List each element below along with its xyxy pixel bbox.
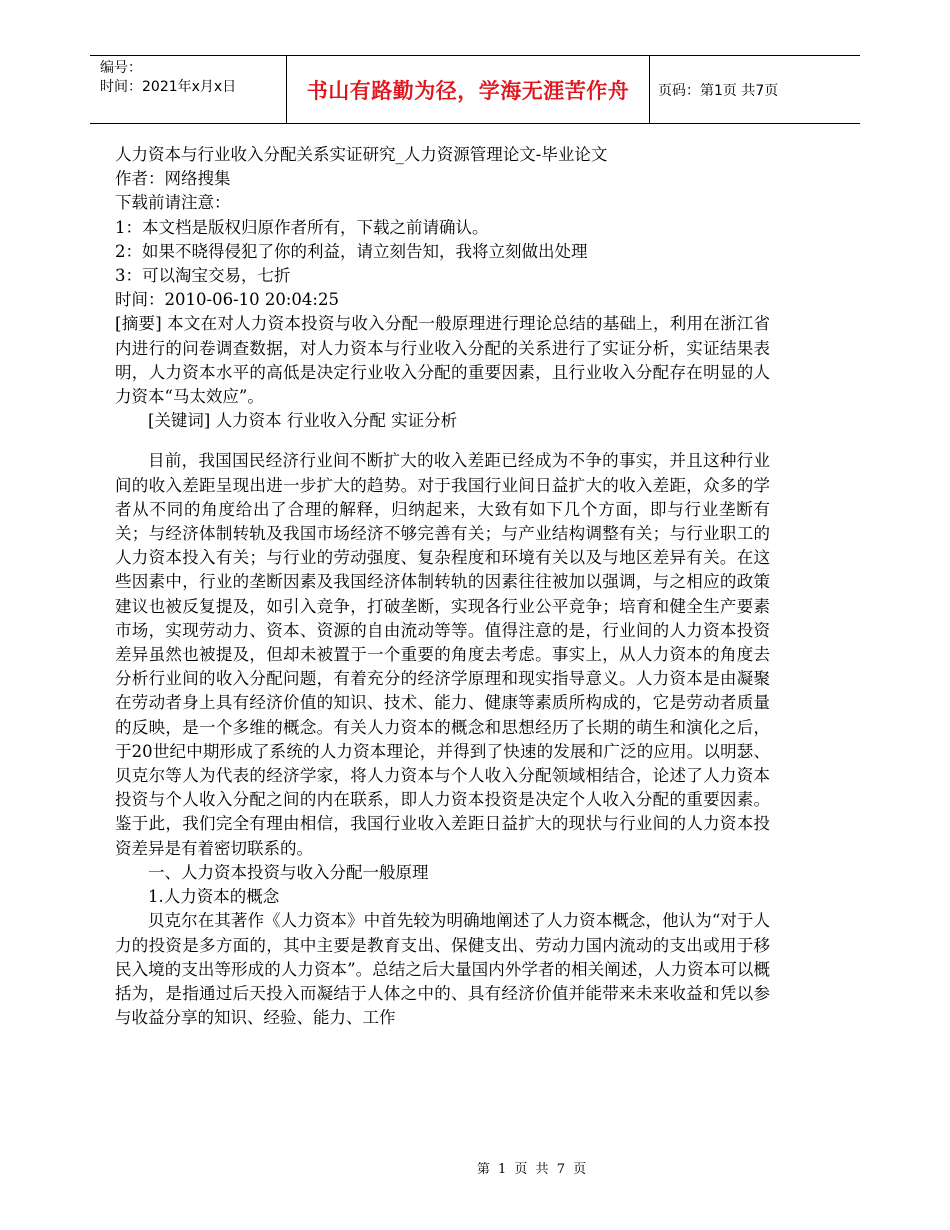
- intro-paragraph: 目前，我国国民经济行业间不断扩大的收入差距已经成为不争的事实，并且这种行业间的收入差距呈现出进一步扩大的趋势。对于我国行业间日益扩大的收入差距，众多的学者从不同的角度给出了合理的解释，归纳起来，大致有如下几个方面，即与行业垄断有关；与经济体制转轨及我国市场经济不够完善有关；与产业结构调整有关；与行业职工的人力资本投入有关；与行业的劳动强度、复杂程度和环境有关以及与地区差异有关。在这些因素中，行业的垄断因素及我国经济体制转轨的因素往往被加以强调，与之相应的政策建议也被反复提及，如引入竞争，打破垄断，实现各行业公平竞争；培育和健全生产要素市场，实现劳动力、资本、资源的自由流动等等。值得注意的是，行业间的人力资本投资差异虽然也被提及，但却未被置于一个重要的角度去考虑。事实上，从人力资本的角度去分析行业间的收入分配问题，有着充分的经济学原理和现实指导意义。人力资本是由凝聚在劳动者身上具有经济价值的知识、技术、能力、健康等素质所构成的，它是劳动者质量的反映，是一个多维的概念。有关人力资本的概念和思想经历了长期的萌生和演化之后，于20世纪中期形成了系统的人力资本理论，并得到了快速的发展和广泛的应用。以明瑟、贝克尔等人为代表的经济学家，将人力资本与个人收入分配领域相结合，论述了人力资本投资与个人收入分配之间的内在联系，即人力资本投资是决定个人收入分配的重要因素。鉴于此，我们完全有理由相信，我国行业收入差距日益扩大的现状与行业间的人力资本投资差异是有着密切联系的。: [115, 451, 770, 858]
- section-heading-1: 一、人力资本投资与收入分配一般原理: [148, 862, 429, 882]
- paragraph-gap: [115, 433, 770, 449]
- notice-item-3: 3：可以淘宝交易，七折: [115, 266, 291, 286]
- header-motto-cell: [286, 56, 650, 123]
- document-title: 人力资本与行业收入分配关系实证研究_人力资源管理论文-毕业论文: [115, 145, 608, 164]
- number-label: 编号：: [100, 60, 142, 76]
- notice-heading: 下载前请注意：: [115, 193, 231, 213]
- subsection-heading-1: 1.人力资本的概念: [148, 887, 280, 907]
- page-header: [90, 55, 860, 124]
- document-body: [115, 143, 770, 1030]
- notice-item-2: 2：如果不晓得侵犯了你的利益，请立刻告知，我将立刻做出处理: [115, 241, 588, 261]
- notice-item-1: 1：本文档是版权归原作者所有，下载之前请确认。: [115, 217, 489, 237]
- page-footer: [0, 1158, 950, 1177]
- keywords-line: [关键词] 人力资本 行业收入分配 实证分析: [148, 411, 458, 431]
- abstract-paragraph: [摘要] 本文在对人力资本投资与收入分配一般原理进行理论总结的基础上，利用在浙江省内进行的问卷调查数据，对人力资本与行业收入分配的关系进行了实证分析，实证结果表明，人力资本水平的高低是决定行业收入分配的重要因素，且行业收入分配存在明显的人力资本“马太效应”。: [115, 314, 770, 407]
- footer-page-number: 第 1 页 共 7 页: [476, 1162, 589, 1177]
- time-label: 时间：2021年x月x日: [100, 79, 237, 95]
- timestamp-line: 时间：2010-06-10 20:04:25: [115, 290, 339, 310]
- author-line: 作者：网络搜集: [115, 169, 231, 189]
- header-page-label: 页码：第1页 共7页: [658, 82, 779, 99]
- header-meta: [90, 56, 286, 123]
- header-motto: 书山有路勤为径，学海无涯苦作舟: [306, 78, 630, 103]
- header-page-cell: [650, 56, 860, 123]
- concept-paragraph: 贝克尔在其著作《人力资本》中首先较为明确地阐述了人力资本概念，他认为“对于人力的投资是多方面的，其中主要是教育支出、保健支出、劳动力国内流动的支出或用于移民入境的支出等形成的人力资本”。总结之后大量国内外学者的相关阐述，人力资本可以概括为，是指通过后天投入而凝结于人体之中的、具有经济价值并能带来未来收益和凭以参与收益分享的知识、经验、能力、工作: [115, 911, 770, 1028]
